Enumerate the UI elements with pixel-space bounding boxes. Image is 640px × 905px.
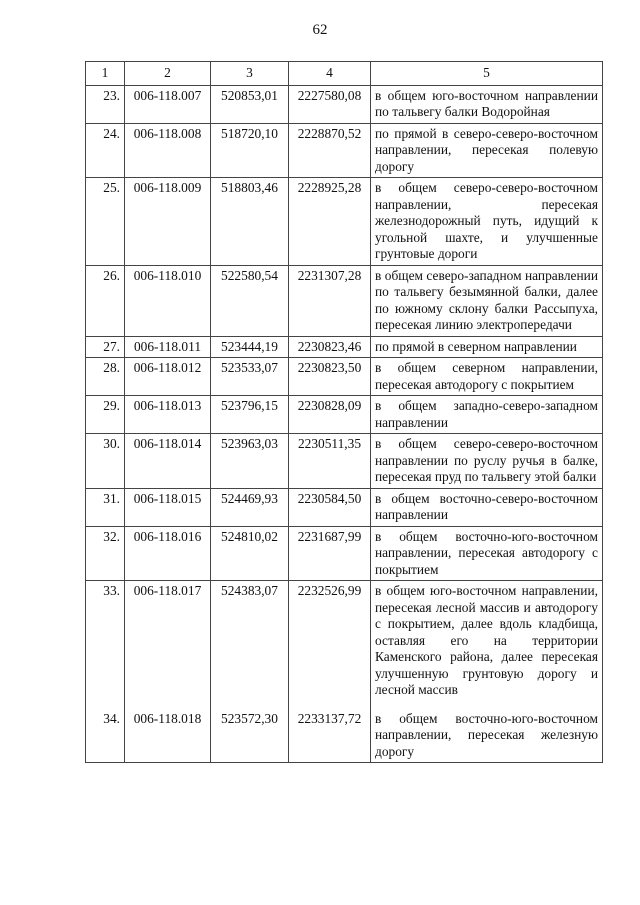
route-description: в общем восточно-юго-восточном направлении, пересекая железную дорогу <box>371 699 603 763</box>
y-coordinate: 2227580,08 <box>289 85 371 123</box>
row-number: 33. <box>86 581 125 699</box>
route-description: в общем северо-северо-восточном направлении по руслу ручья в балке, пересекая пруд по тальвегу этой балки <box>371 434 603 489</box>
row-number: 28. <box>86 358 125 396</box>
point-code: 006-118.007 <box>125 85 211 123</box>
column-header: 5 <box>371 62 603 86</box>
y-coordinate: 2233137,72 <box>289 699 371 763</box>
boundary-points-table <box>85 61 603 763</box>
route-description: в общем западно-северо-западном направлении <box>371 396 603 434</box>
x-coordinate: 524469,93 <box>211 488 289 526</box>
y-coordinate: 2228925,28 <box>289 178 371 266</box>
route-description: в общем восточно-северо-восточном направлении <box>371 488 603 526</box>
x-coordinate: 523963,03 <box>211 434 289 489</box>
route-description: в общем юго-восточном направлении по тальвегу балки Водоройная <box>371 85 603 123</box>
point-code: 006-118.012 <box>125 358 211 396</box>
route-description: в общем северо-северо-восточном направлении, пересекая железнодорожный путь, идущий к угольной шахте, и улучшенные грунтовые дороги <box>371 178 603 266</box>
point-code: 006-118.016 <box>125 526 211 581</box>
table-row <box>86 85 603 123</box>
x-coordinate: 524810,02 <box>211 526 289 581</box>
y-coordinate: 2230828,09 <box>289 396 371 434</box>
row-number: 34. <box>86 699 125 763</box>
x-coordinate: 522580,54 <box>211 265 289 336</box>
row-number: 29. <box>86 396 125 434</box>
x-coordinate: 523533,07 <box>211 358 289 396</box>
column-header: 3 <box>211 62 289 86</box>
point-code: 006-118.013 <box>125 396 211 434</box>
table-row <box>86 265 603 336</box>
column-header: 1 <box>86 62 125 86</box>
y-coordinate: 2230511,35 <box>289 434 371 489</box>
x-coordinate: 518720,10 <box>211 123 289 178</box>
x-coordinate: 520853,01 <box>211 85 289 123</box>
table-row <box>86 434 603 489</box>
point-code: 006-118.014 <box>125 434 211 489</box>
table-row <box>86 178 603 266</box>
table-row <box>86 488 603 526</box>
route-description: в общем северном направлении, пересекая автодорогу с покрытием <box>371 358 603 396</box>
point-code: 006-118.010 <box>125 265 211 336</box>
table-header-row <box>86 62 603 86</box>
point-code: 006-118.018 <box>125 699 211 763</box>
route-description: в общем восточно-юго-восточном направлении, пересекая автодорогу с покрытием <box>371 526 603 581</box>
y-coordinate: 2230823,50 <box>289 358 371 396</box>
y-coordinate: 2231687,99 <box>289 526 371 581</box>
table-row <box>86 123 603 178</box>
x-coordinate: 523796,15 <box>211 396 289 434</box>
point-code: 006-118.011 <box>125 336 211 358</box>
y-coordinate: 2230584,50 <box>289 488 371 526</box>
page-number: 62 <box>312 22 328 38</box>
route-description: по прямой в северо-северо-восточном направлении, пересекая полевую дорогу <box>371 123 603 178</box>
route-description: в общем юго-восточном направлении, пересекая лесной массив и автодорогу с покрытием, далее вдоль кладбища, оставляя его на территории Каменского района, далее пересекая улучшенную грунтовую дорогу и лесной массив <box>371 581 603 699</box>
table-row <box>86 699 603 763</box>
row-number: 27. <box>86 336 125 358</box>
table-row <box>86 358 603 396</box>
table-row <box>86 336 603 358</box>
table-row <box>86 581 603 699</box>
point-code: 006-118.017 <box>125 581 211 699</box>
row-number: 25. <box>86 178 125 266</box>
y-coordinate: 2230823,46 <box>289 336 371 358</box>
point-code: 006-118.009 <box>125 178 211 266</box>
x-coordinate: 524383,07 <box>211 581 289 699</box>
row-number: 23. <box>86 85 125 123</box>
route-description: в общем северо-западном направлении по тальвегу безымянной балки, далее по южному склону балки Рассыпуха, пересекая линию электропередачи <box>371 265 603 336</box>
row-number: 32. <box>86 526 125 581</box>
y-coordinate: 2228870,52 <box>289 123 371 178</box>
route-description: по прямой в северном направлении <box>371 336 603 358</box>
point-code: 006-118.015 <box>125 488 211 526</box>
row-number: 31. <box>86 488 125 526</box>
row-number: 30. <box>86 434 125 489</box>
table-row <box>86 396 603 434</box>
x-coordinate: 523572,30 <box>211 699 289 763</box>
y-coordinate: 2231307,28 <box>289 265 371 336</box>
x-coordinate: 518803,46 <box>211 178 289 266</box>
x-coordinate: 523444,19 <box>211 336 289 358</box>
column-header: 2 <box>125 62 211 86</box>
table-row <box>86 526 603 581</box>
row-number: 26. <box>86 265 125 336</box>
point-code: 006-118.008 <box>125 123 211 178</box>
row-number: 24. <box>86 123 125 178</box>
y-coordinate: 2232526,99 <box>289 581 371 699</box>
column-header: 4 <box>289 62 371 86</box>
